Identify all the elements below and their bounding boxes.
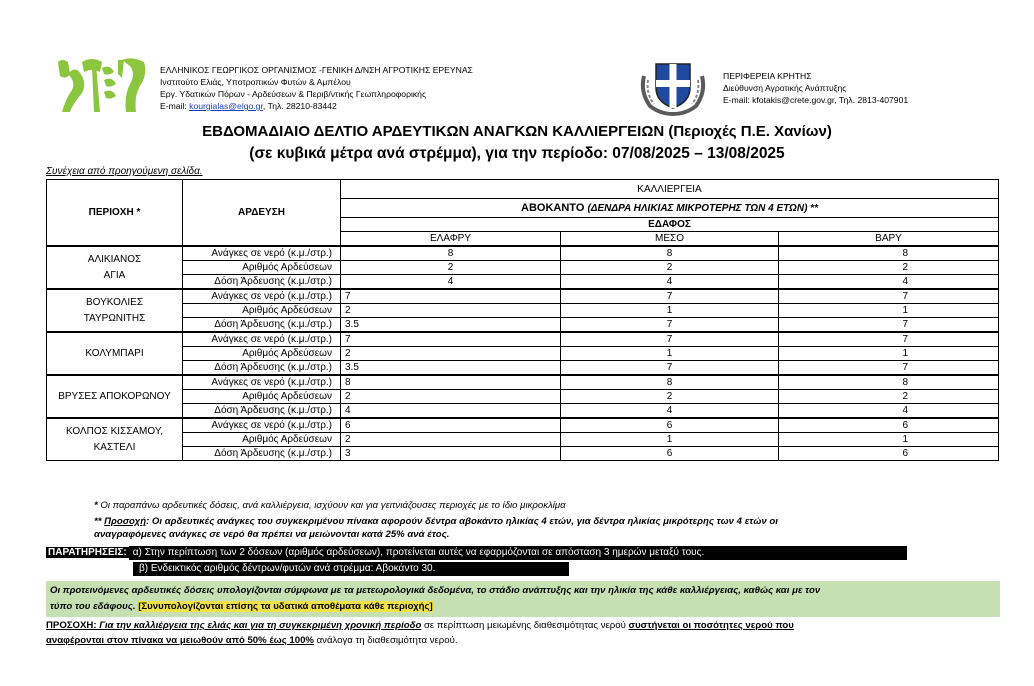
info-box: Οι προτεινόμενες αρδευτικές δόσεις υπολογίζονται σύμφωνα με τα μετεωρολογικά δεδομένα, το στάδιο ανάπτυξης και την ηλικία της κάθε καλλιέργειας, καθώς και με τον τύπο του εδάφους. [Συνυπολογίζονται επίσης τα υδατικά αποθέματα κάθε περιοχής] bbox=[46, 581, 1000, 617]
row-label: Δόση Άρδευσης (κ.μ./στρ.) bbox=[183, 404, 341, 419]
value-cell: 4 bbox=[779, 275, 999, 290]
value-cell: 8 bbox=[341, 246, 561, 261]
value-cell: 6 bbox=[561, 418, 779, 433]
table-row bbox=[47, 332, 999, 347]
table-row bbox=[47, 433, 999, 447]
value-cell: 4 bbox=[341, 275, 561, 290]
directorate-name: Διεύθυνση Αγροτικής Ανάπτυξης bbox=[723, 83, 847, 93]
value-cell: 7 bbox=[341, 332, 561, 347]
table-row bbox=[47, 275, 999, 290]
region-cell: ΑΛΙΚΙΑΝΟΣ ΑΓΙΑ bbox=[47, 246, 183, 289]
table-row bbox=[47, 404, 999, 419]
soil-header: ΕΔΑΦΟΣ bbox=[341, 218, 999, 232]
table-row bbox=[47, 375, 999, 390]
value-cell: 1 bbox=[779, 347, 999, 361]
row-label: Ανάγκες σε νερό (κ.μ./στρ.) bbox=[183, 332, 341, 347]
region-cell: ΚΟΛΥΜΠΑΡΙ bbox=[47, 332, 183, 375]
row-label: Δόση Άρδευσης (κ.μ./στρ.) bbox=[183, 318, 341, 333]
value-cell: 4 bbox=[561, 275, 779, 290]
value-cell: 2 bbox=[561, 390, 779, 404]
value-cell: 6 bbox=[561, 447, 779, 461]
region-cell: ΒΡΥΣΕΣ ΑΠΟΚΟΡΩΝΟΥ bbox=[47, 375, 183, 418]
footnote-2: ** Προσοχή: Οι αρδευτικές ανάγκες του συγκεκριμένου πίνακα αφορούν δέντρα αβοκάντο ηλικίας 4 ετών, για δέντρα ηλικίας μικρότερης των 4 ετών οι αναγραφόμενες ανάγκες σε νερό θα πρέπει να μειώνονται κατά 25% ανά έτος. bbox=[94, 516, 778, 540]
value-cell: 1 bbox=[779, 304, 999, 318]
value-cell: 6 bbox=[779, 418, 999, 433]
value-cell: 1 bbox=[779, 433, 999, 447]
lab-name: Εργ. Υδατικών Πόρων - Αρδεύσεων & Περιβ/ντικής Γεωπληροφορικής bbox=[160, 89, 427, 99]
water-reserves-highlight: [Συνυπολογίζονται επίσης τα υδατικά αποθέματα κάθε περιοχής] bbox=[138, 601, 433, 612]
row-label: Δόση Άρδευσης (κ.μ./στρ.) bbox=[183, 275, 341, 290]
continuation-note: Συνέχεια από προηγούμενη σελίδα. bbox=[46, 166, 203, 177]
remarks-line-b: β) Ενδεικτικός αριθμός δέντρων/φυτών ανά στρέμμα: Αβοκάντο 30. bbox=[133, 562, 569, 576]
row-label: Αριθμός Αρδεύσεων bbox=[183, 347, 341, 361]
document-subtitle: (σε κυβικά μέτρα ανά στρέμμα), για την περίοδο: 07/08/2025 – 13/08/2025 bbox=[249, 145, 785, 162]
table-row bbox=[47, 447, 999, 461]
region-cell: ΚΟΛΠΟΣ ΚΙΣΣΑΜΟΥ, ΚΑΣΤΕΛΙ bbox=[47, 418, 183, 461]
table-row bbox=[47, 261, 999, 275]
value-cell: 7 bbox=[561, 318, 779, 333]
region-name: ΠΕΡΙΦΕΡΕΙΑ ΚΡΗΤΗΣ bbox=[723, 71, 812, 81]
footnote-1: * Οι παραπάνω αρδευτικές δόσεις, ανά καλλιέργεια, ισχύουν και για γειτνιάζουσες περιοχές με το ίδιο μικροκλίμα bbox=[94, 500, 566, 511]
table-row bbox=[47, 304, 999, 318]
value-cell: 7 bbox=[561, 289, 779, 304]
value-cell: 3 bbox=[341, 447, 561, 461]
greek-emblem bbox=[634, 58, 712, 116]
table-row bbox=[47, 390, 999, 404]
soil-heavy: ΒΑΡΥ bbox=[779, 232, 999, 247]
value-cell: 2 bbox=[561, 261, 779, 275]
value-cell: 2 bbox=[779, 261, 999, 275]
document-title: ΕΒΔΟΜΑΔΙΑΙΟ ΔΕΛΤΙΟ ΑΡΔΕΥΤΙΚΩΝ ΑΝΑΓΚΩΝ ΚΑΛΛΙΕΡΓΕΙΩΝ (Περιοχές Π.Ε. Χανίων) bbox=[202, 123, 832, 140]
email-link[interactable]: kourgialas@elgo.gr bbox=[189, 101, 263, 111]
value-cell: 2 bbox=[341, 261, 561, 275]
elgo-logo bbox=[52, 54, 152, 114]
table-row bbox=[47, 318, 999, 333]
value-cell: 7 bbox=[779, 289, 999, 304]
table-row bbox=[47, 347, 999, 361]
row-label: Αριθμός Αρδεύσεων bbox=[183, 304, 341, 318]
value-cell: 6 bbox=[779, 447, 999, 461]
value-cell: 4 bbox=[779, 404, 999, 419]
value-cell: 1 bbox=[561, 304, 779, 318]
crops-header: ΚΑΛΛΙΕΡΓΕΙΑ bbox=[341, 180, 999, 199]
remarks-line-a: ΠΑΡΑΤΗΡΗΣΕΙΣ: α) Στην περίπτωση των 2 δόσεων (αριθμός αρδεύσεων), προτείνεται αυτές να εφαρμόζονται σε απόσταση 3 ημερών μεταξύ τους. bbox=[46, 546, 998, 560]
region-contact: E-mail: kfotakis@crete.gov.gr, Τηλ. 2813-407901 bbox=[723, 95, 909, 105]
crop-name: ΑΒΟΚΑΝΤΟ (ΔΕΝΔΡΑ ΗΛΙΚΙΑΣ ΜΙΚΡΟΤΕΡΗΣ ΤΩΝ 4 ΕΤΩΝ) ** bbox=[341, 199, 999, 218]
value-cell: 2 bbox=[341, 390, 561, 404]
value-cell: 1 bbox=[561, 347, 779, 361]
value-cell: 7 bbox=[779, 361, 999, 376]
table-row bbox=[47, 289, 999, 304]
value-cell: 2 bbox=[341, 433, 561, 447]
institute-name: Ινστιτούτο Ελιάς, Υποτροπικών Φυτών & Αμπέλου bbox=[160, 77, 351, 87]
row-label: Ανάγκες σε νερό (κ.μ./στρ.) bbox=[183, 375, 341, 390]
value-cell: 4 bbox=[561, 404, 779, 419]
value-cell: 8 bbox=[341, 375, 561, 390]
value-cell: 1 bbox=[561, 433, 779, 447]
row-label: Ανάγκες σε νερό (κ.μ./στρ.) bbox=[183, 246, 341, 261]
soil-light: ΕΛΑΦΡΥ bbox=[341, 232, 561, 247]
value-cell: 4 bbox=[341, 404, 561, 419]
row-label: Ανάγκες σε νερό (κ.μ./στρ.) bbox=[183, 289, 341, 304]
value-cell: 6 bbox=[341, 418, 561, 433]
row-label: Αριθμός Αρδεύσεων bbox=[183, 261, 341, 275]
irrigation-table bbox=[46, 179, 999, 461]
value-cell: 8 bbox=[779, 246, 999, 261]
value-cell: 3.5 bbox=[341, 318, 561, 333]
org-name: ΕΛΛΗΝΙΚΟΣ ΓΕΩΡΓΙΚΟΣ ΟΡΓΑΝΙΣΜΟΣ -ΓΕΝΙΚΗ Δ/ΝΣΗ ΑΓΡΟΤΙΚΗΣ ΕΡΕΥΝΑΣ bbox=[160, 65, 473, 75]
value-cell: 3.5 bbox=[341, 361, 561, 376]
value-cell: 7 bbox=[341, 289, 561, 304]
row-label: Ανάγκες σε νερό (κ.μ./στρ.) bbox=[183, 418, 341, 433]
row-label: Δόση Άρδευσης (κ.μ./στρ.) bbox=[183, 447, 341, 461]
table-row bbox=[47, 246, 999, 261]
table-row bbox=[47, 361, 999, 376]
value-cell: 8 bbox=[779, 375, 999, 390]
value-cell: 7 bbox=[779, 318, 999, 333]
value-cell: 8 bbox=[561, 375, 779, 390]
remarks-label: ΠΑΡΑΤΗΡΗΣΕΙΣ: bbox=[48, 547, 127, 558]
region-cell: ΒΟΥΚΟΛΙΕΣ ΤΑΥΡΩΝΙΤΗΣ bbox=[47, 289, 183, 332]
row-label: Αριθμός Αρδεύσεων bbox=[183, 390, 341, 404]
caution-note: ΠΡΟΣΟΧΗ: Για την καλλιέργεια της ελιάς και για τη συγκεκριμένη χρονική περίοδο σε περίπτωση μειωμένης διαθεσιμότητας νερού συστήνεται οι ποσότητες νερού που αναφέρονται στον πίνακα να μειωθούν από 50% έως 100% ανάλογα τη διαθεσιμότητα νερού. bbox=[46, 620, 794, 646]
irrigation-column-header: ΑΡΔΕΥΣΗ bbox=[183, 180, 341, 247]
value-cell: 7 bbox=[561, 332, 779, 347]
contact-line: E-mail: kourgialas@elgo.gr, Τηλ. 28210-83442 bbox=[160, 101, 337, 111]
value-cell: 7 bbox=[779, 332, 999, 347]
value-cell: 2 bbox=[341, 347, 561, 361]
value-cell: 2 bbox=[341, 304, 561, 318]
region-column-header: ΠΕΡΙΟΧΗ * bbox=[47, 180, 183, 247]
value-cell: 2 bbox=[779, 390, 999, 404]
value-cell: 8 bbox=[561, 246, 779, 261]
value-cell: 7 bbox=[561, 361, 779, 376]
soil-medium: ΜΕΣΟ bbox=[561, 232, 779, 247]
row-label: Δόση Άρδευσης (κ.μ./στρ.) bbox=[183, 361, 341, 376]
table-row bbox=[47, 418, 999, 433]
row-label: Αριθμός Αρδεύσεων bbox=[183, 433, 341, 447]
